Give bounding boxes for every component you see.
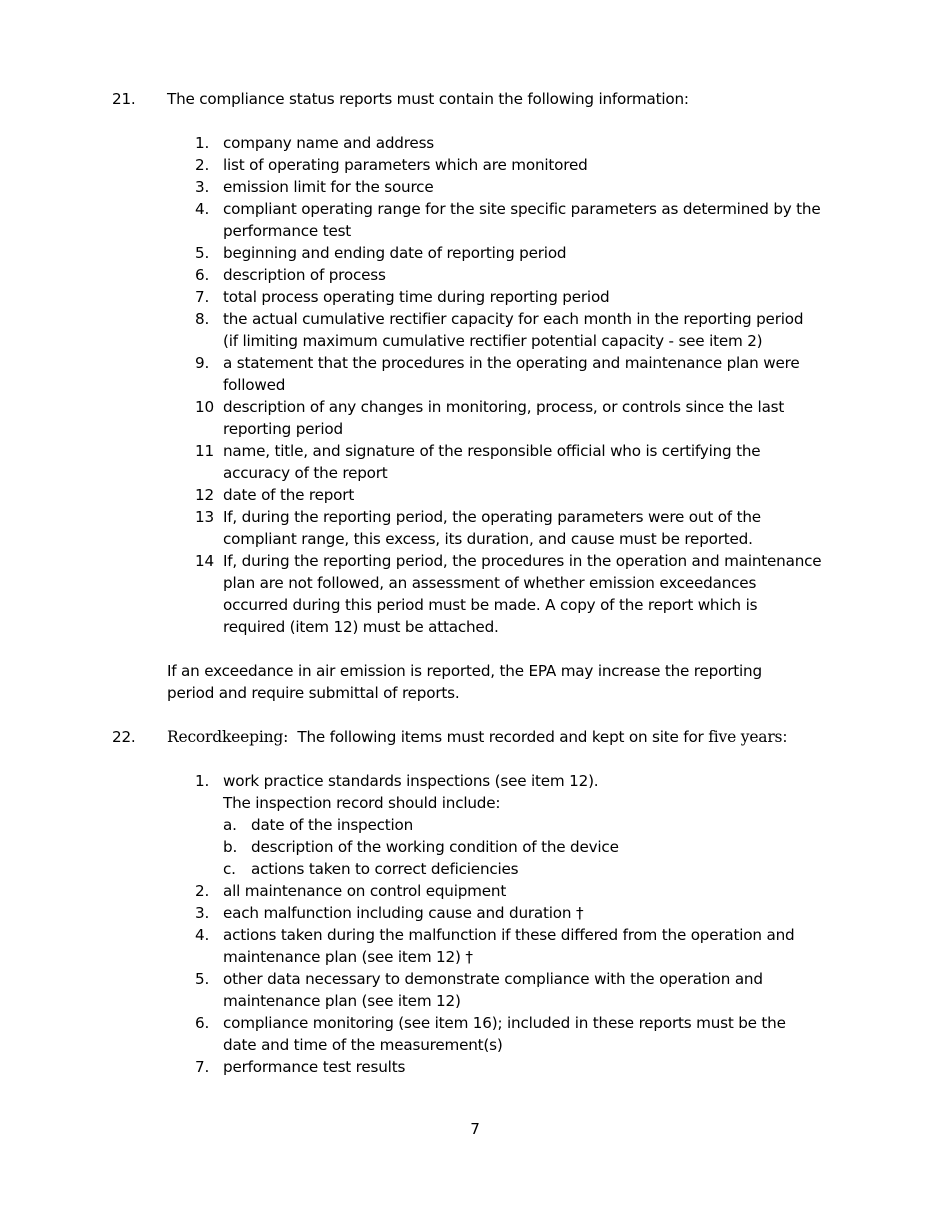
list-item	[0, 880, 950, 902]
list-item-text: If, during the reporting period, the operating parameters were out of the compliant range, this excess, its duration, and cause must be reported.	[223, 508, 761, 548]
list-item-text: performance test results	[223, 1058, 406, 1076]
list-item-text: each malfunction including cause and duration †	[223, 904, 584, 922]
list-item-number: 5.	[195, 244, 210, 262]
exceedance-paragraph: If an exceedance in air emission is reported, the EPA may increase the reporting period and require submittal of reports.	[167, 662, 762, 702]
list-item-text: date of the report	[223, 486, 355, 504]
list-item-text: compliance monitoring (see item 16); included in these reports must be the date and time of the measurement(s)	[223, 1014, 786, 1054]
list-item-number: 6.	[195, 266, 210, 284]
list-item	[0, 198, 950, 242]
section-heading	[167, 726, 787, 748]
list-item-text: actions taken during the malfunction if these differed from the operation and maintenance plan (see item 12) †	[223, 926, 795, 966]
list-item-number: 14	[195, 552, 214, 570]
list-item-text: description of any changes in monitoring, process, or controls since the last reporting period	[223, 398, 785, 438]
list-item-number: 1.	[195, 772, 210, 790]
list-item-text: name, title, and signature of the responsible official who is certifying the accuracy of the report	[223, 442, 761, 482]
list-item-number: 2.	[195, 156, 210, 174]
list-item	[0, 264, 950, 286]
list-item-number: 10	[195, 398, 214, 416]
sub-list-item	[0, 858, 950, 880]
list-item-number: 4.	[195, 926, 210, 944]
list-item-number: 2.	[195, 882, 210, 900]
sub-item-letter: b.	[223, 838, 238, 856]
page-number: 7	[470, 1120, 480, 1138]
list-item	[0, 968, 950, 1012]
list-item-number: 3.	[195, 178, 210, 196]
list-item	[0, 770, 950, 814]
list-item-text: company name and address	[223, 134, 434, 152]
list-item	[0, 154, 950, 176]
list-item-text: emission limit for the source	[223, 178, 434, 196]
list-item-number: 8.	[195, 310, 210, 328]
list-item	[0, 308, 950, 352]
list-item-text: description of process	[223, 266, 386, 284]
list-item	[0, 242, 950, 264]
sub-item-text: date of the inspection	[251, 816, 414, 834]
sub-list-item	[0, 814, 950, 836]
list-item-text: beginning and ending date of reporting period	[223, 244, 567, 262]
list-item-text: If, during the reporting period, the procedures in the operation and maintenance plan are not followed, an assessment of whether emission exceedances occurred during this period must be made. A copy of the report which is required (item 12) must be attached.	[223, 552, 822, 636]
list-item-text: list of operating parameters which are monitored	[223, 156, 588, 174]
recordkeeping-title: Recordkeeping:	[167, 728, 289, 746]
list-item-text: the actual cumulative rectifier capacity for each month in the reporting period (if limiting maximum cumulative rectifier potential capacity - see item 2)	[223, 310, 804, 350]
list-item	[0, 902, 950, 924]
sub-item-letter: a.	[223, 816, 237, 834]
compliance-report-list	[0, 132, 950, 638]
list-item	[0, 440, 950, 484]
list-item	[0, 132, 950, 154]
list-item-number: 9.	[195, 354, 210, 372]
sub-list-item	[0, 836, 950, 858]
list-item-number: 5.	[195, 970, 210, 988]
list-item-number: 1.	[195, 134, 210, 152]
section-heading: The compliance status reports must contain the following information:	[167, 90, 689, 108]
list-item	[0, 352, 950, 396]
five-years-emphasis: five years	[708, 728, 783, 746]
sub-item-text: description of the working condition of the device	[251, 838, 619, 856]
list-item-number: 6.	[195, 1014, 210, 1032]
list-item-text: other data necessary to demonstrate compliance with the operation and maintenance plan (see item 12)	[223, 970, 763, 1010]
list-item-text: compliant operating range for the site specific parameters as determined by the performance test	[223, 200, 821, 240]
list-item	[0, 484, 950, 506]
list-item-text: all maintenance on control equipment	[223, 882, 507, 900]
section-heading-text: The following items must recorded and kept on site for	[288, 728, 709, 746]
recordkeeping-list	[0, 770, 950, 1078]
list-item-number: 4.	[195, 200, 210, 218]
list-item-text: work practice standards inspections (see item 12).	[223, 772, 599, 790]
list-item	[0, 924, 950, 968]
section-number: 21.	[112, 90, 136, 108]
sub-item-letter: c.	[223, 860, 236, 878]
section-heading-end: :	[782, 728, 788, 746]
list-item	[0, 396, 950, 440]
list-item-text: The inspection record should include:	[223, 794, 501, 812]
list-item-text: a statement that the procedures in the operating and maintenance plan were followed	[223, 354, 800, 394]
section-number: 22.	[112, 728, 136, 746]
sub-item-text: actions taken to correct deficiencies	[251, 860, 519, 878]
list-item	[0, 506, 950, 550]
list-item	[0, 550, 950, 638]
list-item-number: 7.	[195, 1058, 210, 1076]
list-item	[0, 286, 950, 308]
list-item-text: total process operating time during reporting period	[223, 288, 610, 306]
list-item	[0, 176, 950, 198]
list-item-number: 12	[195, 486, 214, 504]
list-item	[0, 1012, 950, 1056]
list-item-number: 3.	[195, 904, 210, 922]
list-item-number: 7.	[195, 288, 210, 306]
list-item	[0, 1056, 950, 1078]
list-item-number: 11	[195, 442, 214, 460]
list-item-number: 13	[195, 508, 214, 526]
